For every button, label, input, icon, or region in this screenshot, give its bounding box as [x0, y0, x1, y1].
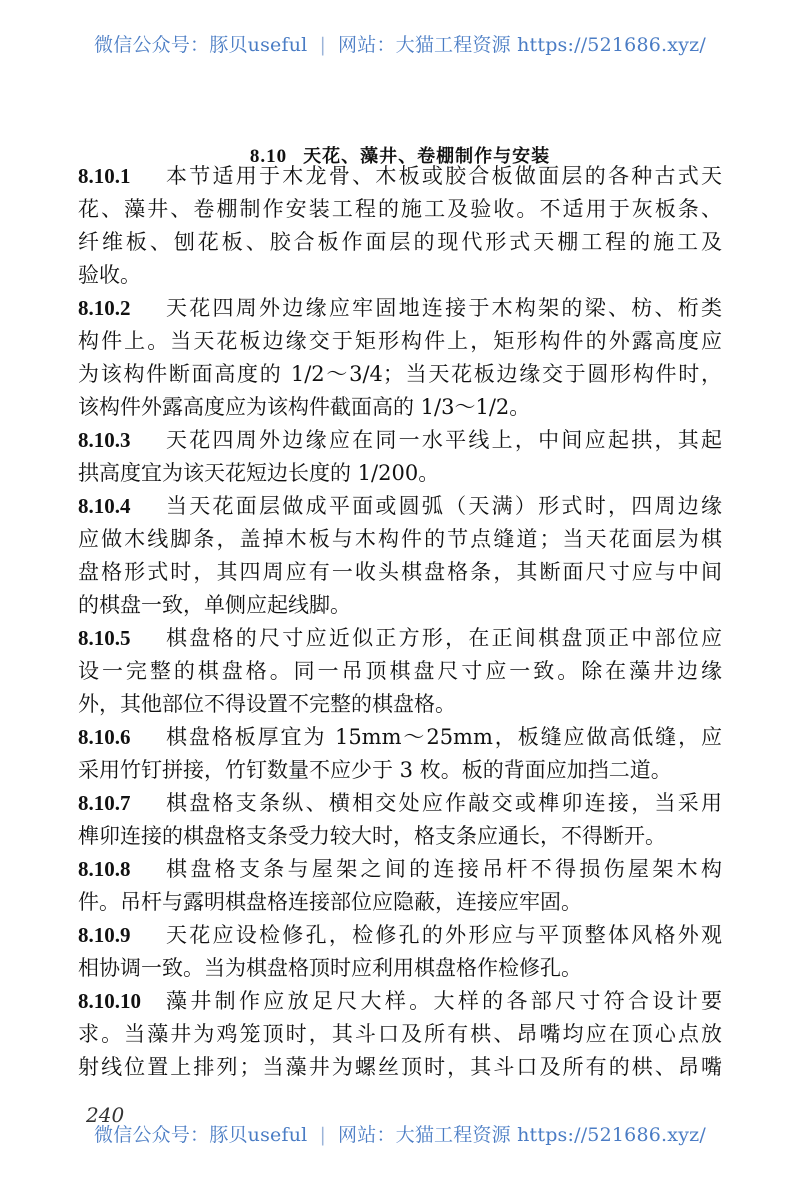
text-line [78, 952, 722, 985]
clause-text: 求。当藻井为鸡笼顶时，其斗口及所有栱、昂嘴均应在顶心点放 [78, 1022, 722, 1046]
watermark-separator: | [319, 1124, 327, 1146]
clause-text: 验收。 [78, 263, 141, 287]
clause-text: 天花四周外边缘应牢固地连接于木构架的梁、枋、桁类 [166, 296, 722, 320]
clause-number: 8.10.3 [78, 428, 131, 452]
clause-text: 花、藻井、卷棚制作安装工程的施工及验收。不适用于灰板条、 [78, 197, 722, 221]
text-line [78, 754, 722, 787]
clause-text: 盘格形式时，其四周应有一收头棋盘格条，其断面尺寸应与中间 [78, 560, 722, 584]
clause-text: 构件上。当天花板边缘交于矩形构件上，矩形构件的外露高度应 [78, 329, 722, 353]
clause-number: 8.10.8 [78, 857, 131, 881]
clause-number: 8.10.1 [78, 164, 131, 188]
clause-paragraph [78, 424, 722, 490]
clause-number: 8.10.2 [78, 296, 131, 320]
clause-text: 采用竹钉拼接，竹钉数量不应少于 3 枚。板的背面应加挡二道。 [78, 758, 672, 782]
text-line [78, 886, 722, 919]
text-line [78, 259, 722, 292]
clause-number: 8.10.4 [78, 494, 131, 518]
text-line [78, 358, 722, 391]
text-line [78, 457, 722, 490]
clause-paragraph [78, 292, 722, 424]
clause-text: 相协调一致。当为棋盘格顶时应利用棋盘格作检修孔。 [78, 956, 582, 980]
watermark-bottom [0, 1120, 800, 1147]
clause-text: 该构件外露高度应为该构件截面高的 1/3～1/2。 [78, 395, 531, 419]
clause-number: 8.10.7 [78, 791, 131, 815]
text-line [78, 226, 722, 259]
clause-text: 棋盘格支条纵、横相交处应作敲交或榫卯连接，当采用 [166, 791, 722, 815]
clause-number: 8.10.9 [78, 923, 131, 947]
clause-number: 8.10.6 [78, 725, 131, 749]
clause-text: 藻井制作应放足尺大样。大样的各部尺寸符合设计要 [166, 989, 722, 1013]
clause-text: 外，其他部位不得设置不完整的棋盘格。 [78, 692, 456, 716]
text-line [78, 160, 722, 193]
text-line [78, 787, 722, 820]
text-line [78, 490, 722, 523]
clause-text: 本节适用于木龙骨、木板或胶合板做面层的各种古式天 [166, 164, 722, 188]
watermark-separator: | [319, 34, 327, 56]
page-number: 240 [86, 1103, 125, 1127]
document-body [78, 160, 722, 1084]
text-line [78, 820, 722, 853]
text-line [78, 622, 722, 655]
clause-paragraph [78, 919, 722, 985]
clause-number: 8.10.10 [78, 989, 141, 1013]
text-line [78, 655, 722, 688]
clause-text: 棋盘格的尺寸应近似正方形，在正间棋盘顶正中部位应 [166, 626, 722, 650]
section-title-text: 天花、藻井、卷棚制作与安装 [303, 146, 551, 167]
watermark-site: 网站：大猫工程资源 https://521686.xyz/ [338, 34, 706, 56]
text-line [78, 688, 722, 721]
text-line [78, 292, 722, 325]
clause-text: 棋盘格支条与屋架之间的连接吊杆不得损伤屋架木构 [166, 857, 722, 881]
clause-number: 8.10.5 [78, 626, 131, 650]
text-line [78, 1051, 722, 1084]
clause-text: 拱高度宜为该天花短边长度的 1/200。 [78, 461, 440, 485]
clause-text: 为该构件断面高度的 1/2～3/4；当天花板边缘交于圆形构件时， [78, 362, 722, 386]
text-line [78, 1018, 722, 1051]
clause-text: 榫卯连接的棋盘格支条受力较大时，格支条应通长，不得断开。 [78, 824, 666, 848]
watermark-top [0, 30, 800, 57]
clause-text: 纤维板、刨花板、胶合板作面层的现代形式天棚工程的施工及 [78, 230, 722, 254]
clause-paragraph [78, 622, 722, 721]
text-line [78, 589, 722, 622]
clause-paragraph [78, 721, 722, 787]
text-line [78, 391, 722, 424]
text-line [78, 919, 722, 952]
text-line [78, 523, 722, 556]
clause-paragraph [78, 853, 722, 919]
clause-paragraph [78, 490, 722, 622]
text-line [78, 556, 722, 589]
clause-text: 射线位置上排列；当藻井为螺丝顶时，其斗口及所有的栱、昂嘴 [78, 1055, 722, 1079]
section-number: 8.10 [249, 146, 288, 167]
clause-text: 当天花面层做成平面或圆弧（天满）形式时，四周边缘 [166, 494, 722, 518]
clause-text: 棋盘格板厚宜为 15mm～25mm，板缝应做高低缝，应 [166, 725, 722, 749]
clause-text: 天花四周外边缘应在同一水平线上，中间应起拱，其起 [166, 428, 722, 452]
clause-text: 设一完整的棋盘格。同一吊顶棋盘尺寸应一致。除在藻井边缘 [78, 659, 722, 683]
text-line [78, 721, 722, 754]
clause-text: 的棋盘一致，单侧应起线脚。 [78, 593, 351, 617]
clause-text: 件。吊杆与露明棋盘格连接部位应隐蔽，连接应牢固。 [78, 890, 582, 914]
text-line [78, 853, 722, 886]
clause-text: 应做木线脚条，盖掉木板与木构件的节点缝道；当天花面层为棋 [78, 527, 722, 551]
text-line [78, 193, 722, 226]
clause-text: 天花应设检修孔，检修孔的外形应与平顶整体风格外观 [166, 923, 722, 947]
text-line [78, 325, 722, 358]
text-line [78, 424, 722, 457]
watermark-site: 网站：大猫工程资源 https://521686.xyz/ [338, 1124, 706, 1146]
watermark-wechat: 微信公众号：豚贝useful [94, 34, 308, 56]
clause-paragraph [78, 985, 722, 1084]
clause-paragraph [78, 160, 722, 292]
text-line [78, 985, 722, 1018]
clause-paragraph [78, 787, 722, 853]
watermark-wechat: 微信公众号：豚贝useful [94, 1124, 308, 1146]
